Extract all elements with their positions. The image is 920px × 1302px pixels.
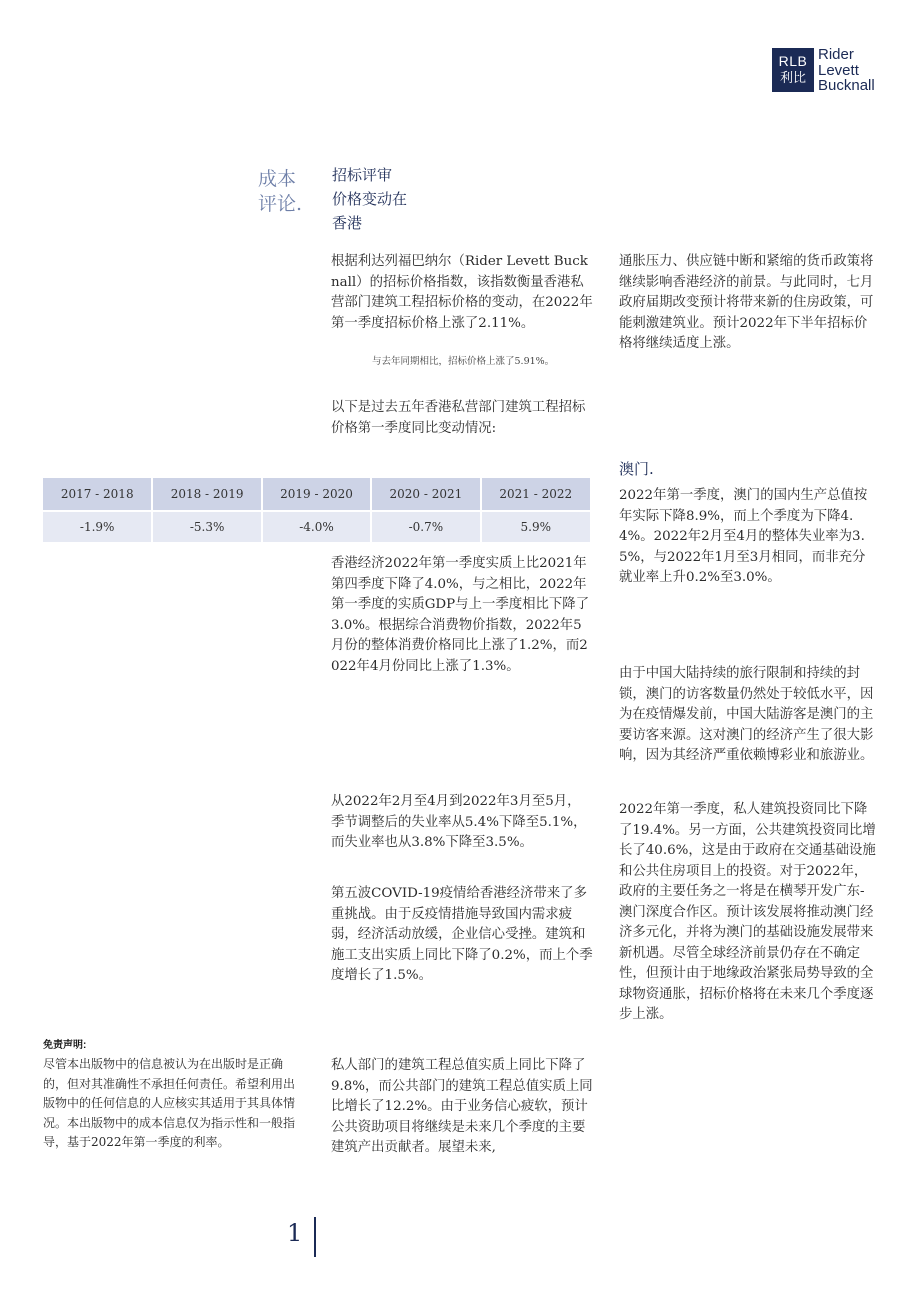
macau-tourism-paragraph: 由于中国大陆持续的旅行限制和持续的封锁，澳门的访客数量仍然处于较低水平，因为在疫情爆发前，中国大陆游客是澳门的主要访客来源。这对澳门的经济产生了很大影响，因为其经济严重依赖博彩业和旅游业。 [619,666,874,763]
table-header-cell: 2018 - 2019 [152,478,261,511]
logo-name-line: Rider [818,46,854,63]
table-header-cell: 2017 - 2018 [43,478,152,511]
table-cell: -0.7% [371,511,480,542]
title-line: 价格变动在 [332,190,408,208]
side-title-line: 成本 [258,168,297,190]
title-line: 香港 [332,214,363,232]
table-header-cell: 2020 - 2021 [371,478,480,511]
table-intro-paragraph: 以下是过去五年香港私营部门建筑工程招标价格第一季度同比变动情况: [331,400,586,436]
hk-unemployment-paragraph: 从2022年2月至4月到2022年3月至5月，季节调整后的失业率从5.4%下降至5.1%，而失业率也从3.8%下降至3.5%。 [331,794,587,850]
page-number: 1 [287,1219,303,1247]
page-title [332,163,407,235]
macau-gdp-paragraph: 2022年第一季度，澳门的国内生产总值按年实际下降8.9%，而上个季度为下降4.4%。2022年2月至4月的整体失业率为3.5%，与2022年1月至3月相同，而非充分就业率上升0.2%至3.0%。 [619,488,868,585]
macau-heading: 澳门. [619,460,654,478]
yoy-note: 与去年同期相比，招标价格上涨了5.91%。 [372,356,555,367]
table-cell: 5.9% [481,511,590,542]
table-header-row [43,478,590,511]
logo-name-line: Bucknall [818,77,875,94]
logo-company-name [818,47,875,94]
yoy-change-table [43,478,590,542]
logo-chinese: 利比 [779,70,806,85]
table-header-cell: 2019 - 2020 [262,478,371,511]
hk-construction-paragraph: 私人部门的建筑工程总值实质上同比下降了9.8%，而公共部门的建筑工程总值实质上同比增长了12.2%。由于业务信心疲软，预计公共资助项目将继续是未来几个季度的主要建筑产出贡献者。展望未来, [331,1058,593,1155]
page-number-divider [314,1217,316,1257]
disclaimer-body: 尽管本出版物中的信息被认为在出版时是正确的，但对其准确性不承担任何责任。希望利用出版物中的任何信息的人应核实其适用于其具体情况。本出版物中的成本信息仅为指示性和一般指导，基于2022年第一季度的利率。 [43,1057,296,1149]
logo-abbr: RLB [778,53,808,69]
table-cell: -4.0% [262,511,371,542]
disclaimer-title: 免责声明: [43,1040,87,1051]
macau-investment-paragraph: 2022年第一季度，私人建筑投资同比下降了19.4%。另一方面，公共建筑投资同比增长了40.6%，这是由于政府在交通基础设施和公共住房项目上的投资。对于2022年，政府的主要任务之一将是在横琴开发广东-澳门深度合作区。预计该发展将推动澳门经济多元化，并将为澳门的基础设施发展带来新机遇。尽管全球经济前景仍存在不确定性，但预计由于地缘政治紧张局势导致的全球物资通胀，招标价格将在未来几个季度逐步上涨。 [619,802,876,1022]
intro-paragraph: 根据利达列福巴纳尔（Rider Levett Bucknall）的招标价格指数，该指数衡量香港私营部门建筑工程招标价格的变动，在2022年第一季度招标价格上涨了2.11%。 [331,254,593,331]
hk-outlook-paragraph: 通胀压力、供应链中断和紧缩的货币政策将继续影响香港经济的前景。与此同时，七月政府届期改变预计将带来新的住房政策，可能刺激建筑业。预计2022年下半年招标价格将继续适度上涨。 [619,254,874,351]
table-row [43,511,590,542]
hk-covid-paragraph: 第五波COVID-19疫情给香港经济带来了多重挑战。由于反疫情措施导致国内需求疲弱，经济活动放缓，企业信心受挫。建筑和施工支出实质上同比下降了0.2%，而上个季度增长了1.5%。 [331,886,593,983]
rlb-logo [772,48,814,92]
side-title-line: 评论. [258,193,303,215]
logo-name-line: Levett [818,61,859,79]
table-cell: -5.3% [152,511,261,542]
title-line: 招标评审 [332,166,393,184]
hk-economy-paragraph: 香港经济2022年第一季度实质上比2021年第四季度下降了4.0%，与之相比，2022年第一季度的实质GDP与上一季度相比下降了3.0%。根据综合消费物价指数，2022年5月份的整体消费价格同比上涨了1.2%，而2022年4月份同比上涨了1.3%。 [331,556,590,674]
table-header-cell: 2021 - 2022 [481,478,590,511]
section-side-title [258,167,302,217]
table-cell: -1.9% [43,511,152,542]
